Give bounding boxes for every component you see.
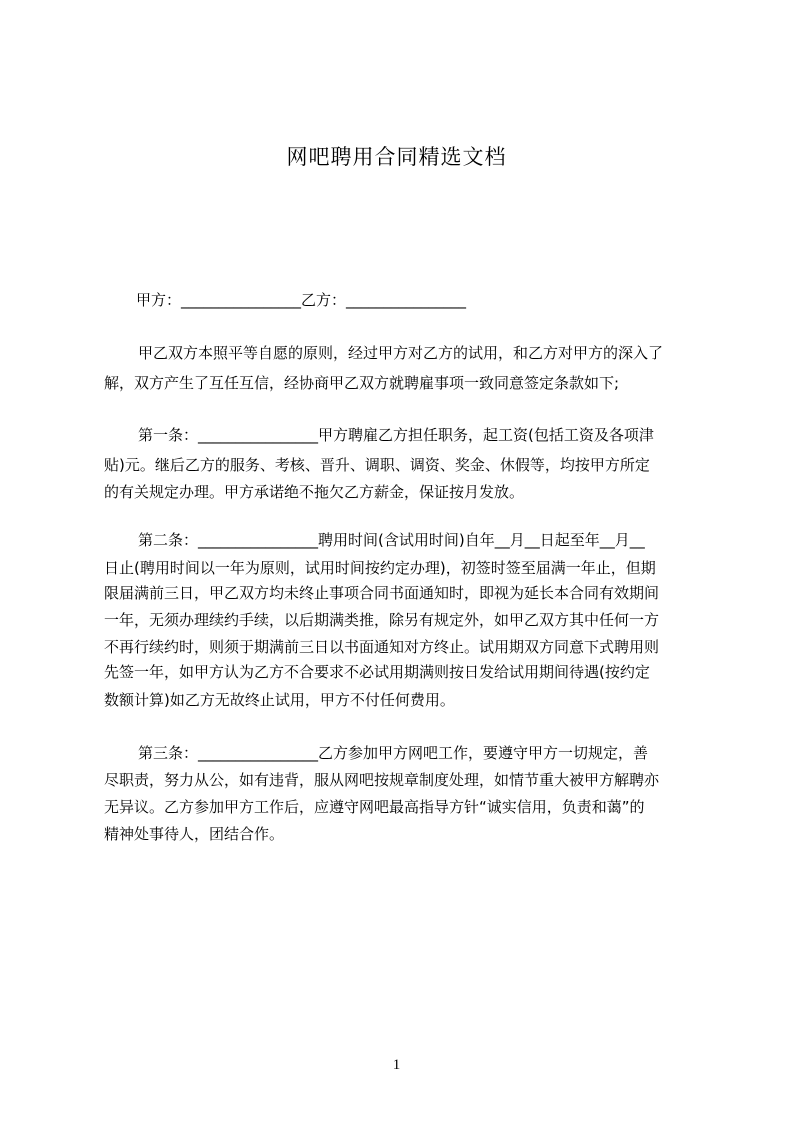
parties-line: 甲方：________________乙方：________________ bbox=[136, 291, 467, 309]
article-2-line-6: 先签一年，如甲方认为乙方不合要求不必试用期满则按日发给试用期间待遇(按约定 bbox=[104, 663, 650, 681]
article-3-line-2: 尽职责，努力从公，如有违背，服从网吧按规章制度处理，如情节重大被甲方解聘亦 bbox=[104, 771, 660, 789]
article-3-line-3: 无异议。乙方参加甲方工作后，应遵守网吧最高指导方针“诚实信用，负责和蔼”的 bbox=[104, 798, 645, 816]
intro-line-1: 甲乙双方本照平等自愿的原则，经过甲方对乙方的试用，和乙方对甲方的深入了 bbox=[138, 344, 664, 362]
intro-line-2: 解，双方产生了互任互信，经协商甲乙双方就聘雇事项一致同意签定条款如下; bbox=[104, 374, 620, 392]
article-2-line-2: 日止(聘用时间以一年为原则，试用时间按约定办理)，初签时签至届满一年止，但期 bbox=[104, 559, 656, 577]
article-2-line-5: 不再行续约时，则须于期满前三日以书面通知对方终止。试用期双方同意下式聘用则 bbox=[104, 638, 660, 656]
article-3-line-4: 精神处事待人，团结合作。 bbox=[104, 825, 285, 843]
article-2-line-7: 数额计算)如乙方无故终止试用，甲方不付任何费用。 bbox=[104, 691, 455, 709]
page-number: 1 bbox=[392, 1057, 401, 1073]
article-2-line-1: 第二条：________________聘用时间(含试用时间)自年__月__日起至年__月__ bbox=[138, 531, 645, 549]
document-title: 网吧聘用合同精选文档 bbox=[286, 145, 507, 169]
article-3-line-1: 第三条：________________乙方参加甲方网吧工作，要遵守甲方一切规定，善 bbox=[138, 744, 649, 762]
article-1-line-1: 第一条：________________甲方聘雇乙方担任职务，起工资(包括工资及各项津 bbox=[138, 426, 654, 444]
article-1-line-3: 的有关规定办理。甲方承诺绝不拖欠乙方薪金，保证按月发放。 bbox=[104, 483, 525, 501]
article-2-line-3: 限届满前三日，甲乙双方均未终止事项合同书面通知时，即视为延长本合同有效期间 bbox=[104, 584, 660, 602]
article-2-line-4: 一年，无须办理续约手续，以后期满类推，除另有规定外，如甲乙双方其中任何一方 bbox=[104, 611, 660, 629]
article-1-line-2: 贴)元。继后乙方的服务、考核、晋升、调职、调资、奖金、休假等，均按甲方所定 bbox=[104, 456, 650, 474]
